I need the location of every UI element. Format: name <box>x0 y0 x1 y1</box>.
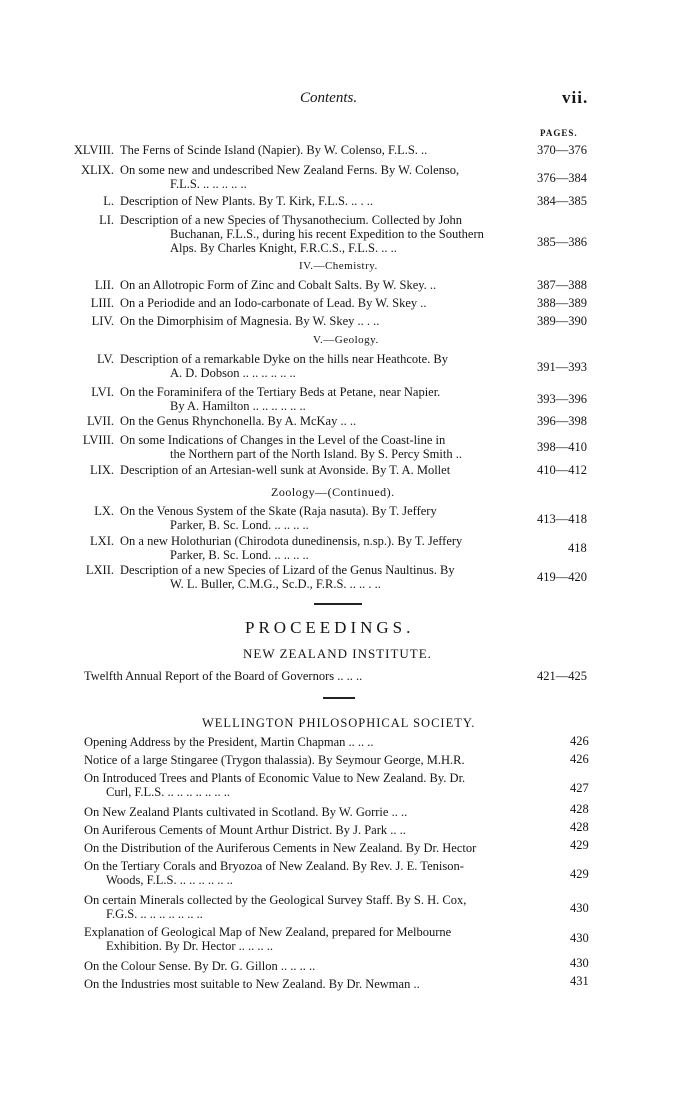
entry-title: On the Foraminifera of the Tertiary Beds at Petane, near Napier. <box>120 385 441 399</box>
entry-pages: 430 <box>570 956 589 970</box>
divider-rule <box>323 697 355 699</box>
entry-title: On some new and undescribed New Zealand Ferns. By W. Colenso, <box>120 163 460 177</box>
entry-title: On some Indications of Changes in the Level of the Coast-line in <box>120 433 446 447</box>
entry-title: On the Colour Sense. By Dr. G. Gillon .. .. .. .. <box>84 959 316 973</box>
entry-title: On the Tertiary Corals and Bryozoa of New Zealand. By Rev. J. E. Tenison- <box>84 859 464 873</box>
pages-column-label: PAGES. <box>540 128 578 138</box>
entry-pages: 430 <box>570 901 589 915</box>
entry-title: Description of a remarkable Dyke on the hills near Heathcote. By <box>120 352 449 366</box>
entry-number: L. <box>103 194 114 208</box>
society-heading: WELLINGTON PHILOSOPHICAL SOCIETY. <box>202 716 476 730</box>
report-title: Twelfth Annual Report of the Board of Governors .. .. .. <box>84 669 363 683</box>
entry-title-cont: Buchanan, F.L.S., during his recent Expedition to the Southern <box>170 227 484 241</box>
section-heading-geology: V.—Geology. <box>313 334 379 346</box>
entry-number: LIX. <box>90 463 114 477</box>
entry-title: Description of an Artesian-well sunk at Avonside. By T. A. Mollet <box>120 463 451 477</box>
entry-pages: 410—412 <box>537 463 587 477</box>
proceedings-title: PROCEEDINGS. <box>245 618 415 637</box>
entry-title: Opening Address by the President, Martin Chapman .. .. .. <box>84 735 374 749</box>
entry-pages: 418 <box>568 541 587 555</box>
entry-pages: 370—376 <box>537 143 587 157</box>
entry-title: Notice of a large Stingaree (Trygon thalassia). By Seymour George, M.H.R. <box>84 753 465 767</box>
entry-pages: 419—420 <box>537 570 587 584</box>
entry-title-cont: Parker, B. Sc. Lond. .. .. .. .. <box>170 548 309 562</box>
entry-title-cont: the Northern part of the North Island. By S. Percy Smith .. <box>170 447 462 461</box>
divider-rule <box>314 603 362 605</box>
entry-title-cont: F.L.S. .. .. .. .. .. <box>170 177 247 191</box>
entry-title: On a Periodide and an Iodo-carbonate of Lead. By W. Skey .. <box>120 296 427 310</box>
entry-number: LXII. <box>85 563 114 577</box>
entry-title-cont: Woods, F.L.S. .. .. .. .. .. .. <box>106 873 233 887</box>
proceedings-subtitle: NEW ZEALAND INSTITUTE. <box>243 646 432 661</box>
entry-pages: 398—410 <box>537 440 587 454</box>
report-pages: 421—425 <box>537 669 587 683</box>
entry-title: The Ferns of Scinde Island (Napier). By W. Colenso, F.L.S. .. <box>120 143 428 157</box>
entry-title: On the Venous System of the Skate (Raja nasuta). By T. Jeffery <box>120 504 437 518</box>
entry-pages: 427 <box>570 781 589 795</box>
entry-number: LX. <box>94 504 114 518</box>
entry-title-cont: By A. Hamilton .. .. .. .. .. .. <box>170 399 306 413</box>
entry-pages: 388—389 <box>537 296 587 310</box>
entry-title: On the Distribution of the Auriferous Cements in New Zealand. By Dr. Hector <box>84 841 477 855</box>
entry-pages: 393—396 <box>537 392 587 406</box>
entry-title-cont: Exhibition. By Dr. Hector .. .. .. .. <box>106 939 273 953</box>
entry-title-cont: A. D. Dobson .. .. .. .. .. .. <box>170 366 296 380</box>
entry-title: On the Dimorphisim of Magnesia. By W. Skey .. . .. <box>120 314 380 328</box>
entry-title: On the Genus Rhynchonella. By A. McKay .. .. <box>120 414 357 428</box>
entry-number: LVI. <box>91 385 114 399</box>
entry-pages: 428 <box>570 820 589 834</box>
entry-number: LXI. <box>90 534 114 548</box>
entry-pages: 391—393 <box>537 360 587 374</box>
entry-number: LVII. <box>87 414 114 428</box>
entry-title: On a new Holothurian (Chirodota dunedinensis, n.sp.). By T. Jeffery <box>120 534 463 548</box>
entry-pages: 376—384 <box>537 171 587 185</box>
entry-number: XLVIII. <box>73 143 114 157</box>
entry-number: LIII. <box>90 296 114 310</box>
section-heading-zoology: Zoology—(Continued). <box>271 485 395 499</box>
entry-pages: 429 <box>570 867 589 881</box>
entry-title-cont: F.G.S. .. .. .. .. .. .. .. <box>106 907 203 921</box>
entry-number: LI. <box>99 213 114 227</box>
entry-title-cont: Parker, B. Sc. Lond. .. .. .. .. <box>170 518 309 532</box>
section-heading-chemistry: IV.—Chemistry. <box>299 260 378 272</box>
entry-title: Description of New Plants. By T. Kirk, F.L.S. .. . .. <box>120 194 374 208</box>
entry-pages: 389—390 <box>537 314 587 328</box>
entry-title: Description of a new Species of Thysanothecium. Collected by John <box>120 213 463 227</box>
entry-title: On an Allotropic Form of Zinc and Cobalt Salts. By W. Skey. .. <box>120 278 437 292</box>
entry-pages: 385—386 <box>537 235 587 249</box>
entry-pages: 413—418 <box>537 512 587 526</box>
entry-pages: 384—385 <box>537 194 587 208</box>
entry-title: On the Industries most suitable to New Zealand. By Dr. Newman .. <box>84 977 420 991</box>
entry-pages: 428 <box>570 802 589 816</box>
entry-number: XLIX. <box>81 163 114 177</box>
entry-title: On Auriferous Cements of Mount Arthur District. By J. Park .. .. <box>84 823 406 837</box>
page-numeral: vii. <box>562 88 589 107</box>
entry-number: LII. <box>94 278 114 292</box>
entry-title-cont: Alps. By Charles Knight, F.R.C.S., F.L.S. .. .. <box>170 241 397 255</box>
entry-title-cont: W. L. Buller, C.M.G., Sc.D., F.R.S. .. .. . .. <box>170 577 381 591</box>
entry-pages: 426 <box>570 734 589 748</box>
entry-title: Description of a new Species of Lizard of the Genus Naultinus. By <box>120 563 455 577</box>
entry-pages: 396—398 <box>537 414 587 428</box>
entry-number: LV. <box>96 352 114 366</box>
entry-pages: 429 <box>570 838 589 852</box>
entry-pages: 387—388 <box>537 278 587 292</box>
page-title: Contents. <box>300 90 358 106</box>
entry-pages: 426 <box>570 752 589 766</box>
entry-title: On New Zealand Plants cultivated in Scotland. By W. Gorrie .. .. <box>84 805 408 819</box>
entry-title: Explanation of Geological Map of New Zealand, prepared for Melbourne <box>84 925 452 939</box>
entry-number: LVIII. <box>82 433 114 447</box>
entry-title-cont: Curl, F.L.S. .. .. .. .. .. .. .. <box>106 785 231 799</box>
entry-title: On Introduced Trees and Plants of Economic Value to New Zealand. By. Dr. <box>84 771 466 785</box>
entry-pages: 431 <box>570 974 589 988</box>
entry-number: LIV. <box>91 314 114 328</box>
entry-title: On certain Minerals collected by the Geological Survey Staff. By S. H. Cox, <box>84 893 467 907</box>
entry-pages: 430 <box>570 931 589 945</box>
